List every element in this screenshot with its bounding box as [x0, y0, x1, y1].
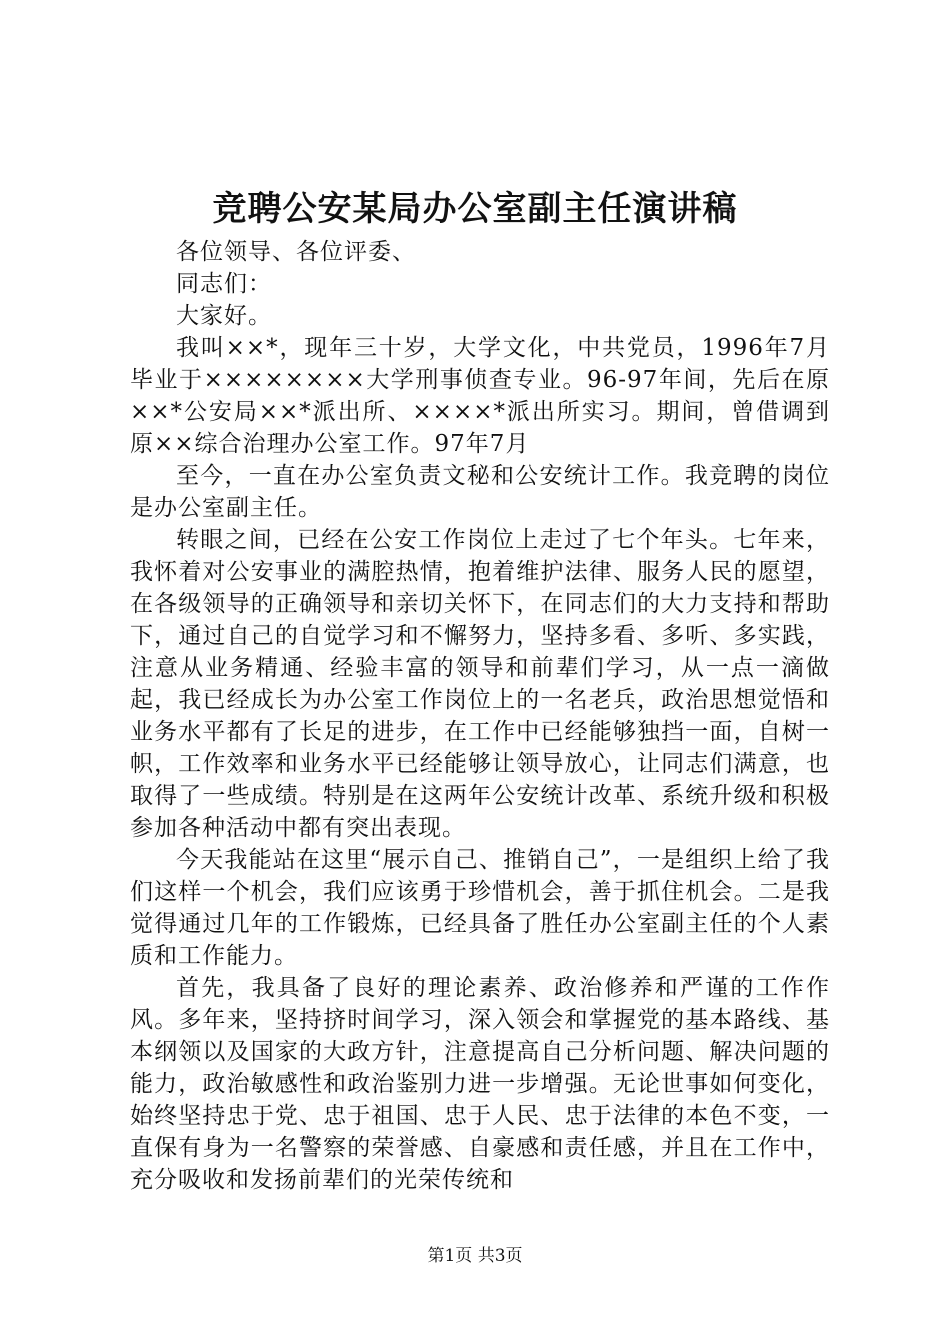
paragraph: 大家好。 [176, 303, 272, 329]
paragraph: 今天我能站在这里“展示自己、推销自己”，一是组织上给了我们这样一个机会，我们应该勇于珍惜机会，善于抓住机会。二是我觉得通过几年的工作锻炼，已经具备了胜任办公室副主任的个人素质和工作能力。 [130, 847, 830, 969]
paragraph: 同志们： [176, 271, 272, 297]
paragraph: 首先，我具备了良好的理论素养、政治修养和严谨的工作作风。多年来，坚持挤时间学习，深入领会和掌握党的基本路线、基本纲领以及国家的大政方针，注意提高自己分析问题、解决问题的能力，政治敏感性和政治鉴别力进一步增强。无论世事如何变化，始终坚持忠于党、忠于祖国、忠于人民、忠于法律的本色不变，一直保有身为一名警察的荣誉感、自豪感和责任感，并且在工作中，充分吸收和发扬前辈们的光荣传统和 [130, 975, 830, 1193]
paragraph: 转眼之间，已经在公安工作岗位上走过了七个年头。七年来，我怀着对公安事业的满腔热情，抱着维护法律、服务人民的愿望，在各级领导的正确领导和亲切关怀下，在同志们的大力支持和帮助下，通过自己的自觉学习和不懈努力，坚持多看、多听、多实践，注意从业务精通、经验丰富的领导和前辈们学习，从一点一滴做起，我已经成长为办公室工作岗位上的一名老兵，政治思想觉悟和业务水平都有了长足的进步，在工作中已经能够独挡一面，自树一帜，工作效率和业务水平已经能够让领导放心，让同志们满意，也取得了一些成绩。特别是在这两年公安统计改革、系统升级和积极参加各种活动中都有突出表现。 [130, 527, 830, 841]
page-footer: 第1页 共3页 [427, 1246, 523, 1266]
paragraph: 至今，一直在办公室负责文秘和公安统计工作。我竞聘的岗位是办公室副主任。 [130, 463, 830, 521]
document-title: 竞聘公安某局办公室副主任演讲稿 [212, 189, 738, 229]
paragraph: 我叫××*，现年三十岁，大学文化，中共党员，1996年7月毕业于××××××××大学刑事侦查专业。96-97年间，先后在原××*公安局××*派出所、××××*派出所实习。期间，曾借调到原××综合治理办公室工作。97年7月 [130, 335, 830, 457]
paragraph: 各位领导、各位评委、 [176, 239, 416, 265]
document-body [130, 236, 830, 1196]
